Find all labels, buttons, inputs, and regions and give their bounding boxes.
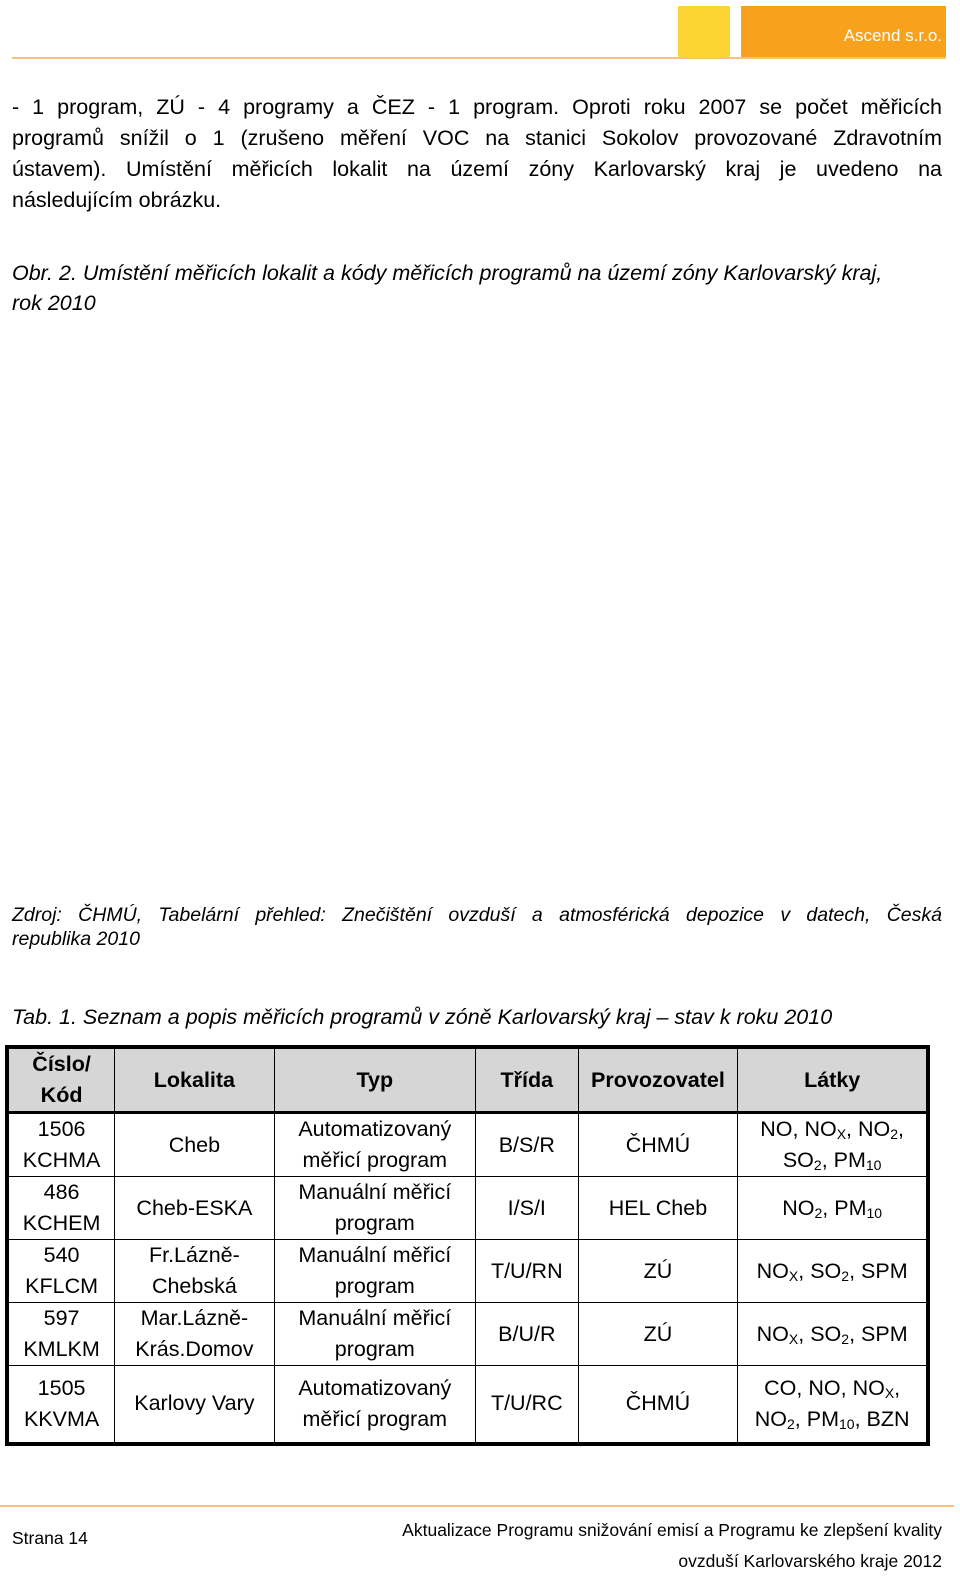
- footer-title-line: ovzduší Karlovarského kraje 2012: [678, 1551, 942, 1571]
- formula-subscript: X: [788, 1330, 799, 1347]
- header-code-line1: Číslo/: [32, 1052, 91, 1076]
- formula-subscript: 2: [813, 1157, 822, 1173]
- cell-type-line: Manuální měřicí: [298, 1180, 452, 1204]
- intro-line: programů snížil o 1 (zrušeno měření VOC na stanici Sokolov provozované Zdravotním: [12, 126, 942, 150]
- table-row: [7, 1303, 928, 1366]
- footer-divider: [0, 1505, 954, 1507]
- cell-type: [274, 1240, 475, 1303]
- header-yellow-block: [678, 6, 730, 58]
- cell-type-line: Manuální měřicí: [298, 1306, 452, 1330]
- formula-subscript: 2: [787, 1415, 795, 1432]
- header-company-badge: [741, 6, 946, 58]
- formula-subscript: 2: [814, 1204, 823, 1221]
- header-locality: Lokalita: [115, 1047, 274, 1113]
- cell-number: 486: [43, 1180, 80, 1204]
- cell-class: T/U/RN: [475, 1240, 578, 1303]
- header-code-line2: Kód: [40, 1083, 83, 1107]
- formula-subscript: X: [836, 1126, 847, 1142]
- cell-locality-line: Krás.Domov: [135, 1337, 254, 1361]
- cell-substances: $NO_2$, $PM_{10}$: [738, 1177, 928, 1240]
- cell-type: [274, 1366, 475, 1444]
- cell-type: [274, 1303, 475, 1366]
- cell-code: [7, 1177, 115, 1240]
- cell-substances: CO, NO, $NO_X$, $NO_2$, $PM_{10}$, BZN: [738, 1366, 928, 1444]
- cell-type-line: Manuální měřicí: [298, 1243, 452, 1267]
- intro-line: - 1 program, ZÚ - 4 programy a ČEZ - 1 program. Oproti roku 2007 se počet měřicích: [12, 95, 942, 119]
- cell-code-text: KMLKM: [23, 1337, 100, 1361]
- cell-code-text: KKVMA: [23, 1406, 100, 1431]
- cell-locality: [115, 1177, 274, 1240]
- cell-locality-line: Chebská: [151, 1274, 237, 1298]
- formula-subscript: 10: [865, 1157, 882, 1173]
- footer-document-title: [342, 1515, 942, 1577]
- figure-source-line: Zdroj: ČHMÚ, Tabelární přehled: Znečištění ovzduší a atmosférická depozice v datech, Česká: [12, 904, 942, 926]
- cell-type-line: program: [334, 1211, 415, 1235]
- table-row: [7, 1177, 928, 1240]
- header-substances: Látky: [738, 1047, 928, 1113]
- figure-source-line: republika 2010: [12, 928, 140, 950]
- cell-locality-line: Fr.Lázně-: [148, 1243, 240, 1267]
- cell-class: B/S/R: [475, 1113, 578, 1177]
- header-operator: Provozovatel: [578, 1047, 738, 1113]
- table-header-row: [7, 1047, 928, 1113]
- cell-locality: [115, 1303, 274, 1366]
- formula-subscript: 10: [839, 1415, 855, 1432]
- formula-subscript: X: [884, 1384, 895, 1401]
- cell-type-line: program: [334, 1337, 415, 1361]
- cell-number: 540: [43, 1243, 80, 1267]
- cell-operator: HEL Cheb: [578, 1177, 738, 1240]
- formula-subscript: 2: [841, 1330, 850, 1347]
- figure-caption: [12, 258, 942, 318]
- cell-code: [7, 1113, 115, 1177]
- cell-locality-line: Mar.Lázně-: [140, 1306, 249, 1330]
- intro-paragraph: [12, 92, 942, 216]
- cell-locality-line: Cheb-ESKA: [136, 1195, 253, 1220]
- table-caption: Tab. 1. Seznam a popis měřicích programů v zóně Karlovarský kraj – stav k roku 2010: [12, 1005, 833, 1029]
- table-row: [7, 1366, 928, 1444]
- cell-number: 1506: [37, 1117, 86, 1141]
- cell-code-text: KCHEM: [22, 1211, 101, 1235]
- table-row: [7, 1113, 928, 1177]
- programs-table: [5, 1045, 930, 1446]
- header-code: [7, 1047, 115, 1113]
- cell-code: [7, 1240, 115, 1303]
- cell-locality: [115, 1113, 274, 1177]
- cell-code-text: KCHMA: [22, 1148, 101, 1172]
- cell-type: [274, 1113, 475, 1177]
- formula-subscript: 10: [866, 1204, 883, 1221]
- cell-class: I/S/I: [475, 1177, 578, 1240]
- formula-subscript: X: [788, 1267, 799, 1284]
- cell-locality-line: Cheb: [168, 1132, 221, 1157]
- cell-substances: $NO_X$, $SO_2$, SPM: [738, 1303, 928, 1366]
- cell-code-text: KFLCM: [25, 1274, 99, 1298]
- formula-subscript: 2: [841, 1267, 850, 1284]
- footer-page-number: Strana 14: [12, 1528, 88, 1548]
- header-company-name: Ascend s.r.o.: [843, 26, 942, 45]
- cell-code: [7, 1366, 115, 1444]
- intro-line: následujícím obrázku.: [12, 188, 222, 212]
- cell-operator: ČHMÚ: [578, 1113, 738, 1177]
- header-class: Třída: [475, 1047, 578, 1113]
- cell-type-line: měřicí program: [302, 1406, 448, 1431]
- cell-locality: [115, 1366, 274, 1444]
- cell-type-line: měřicí program: [302, 1148, 448, 1172]
- cell-operator: ČHMÚ: [578, 1366, 738, 1444]
- cell-locality: [115, 1240, 274, 1303]
- cell-class: B/U/R: [475, 1303, 578, 1366]
- figure-map-area: [12, 330, 942, 890]
- intro-line: ústavem). Umístění měřicích lokalit na území zóny Karlovarský kraj je uvedeno na: [12, 157, 942, 181]
- cell-locality-line: Karlovy Vary: [134, 1391, 255, 1416]
- table-row: [7, 1240, 928, 1303]
- cell-type: [274, 1177, 475, 1240]
- cell-operator: ZÚ: [578, 1303, 738, 1366]
- formula-subscript: 2: [890, 1126, 899, 1142]
- cell-class: T/U/RC: [475, 1366, 578, 1444]
- cell-substances: NO, $NO_X$, $NO_2$, $SO_2$, $PM_{10}$: [738, 1113, 928, 1177]
- cell-number: 1505: [37, 1375, 86, 1400]
- cell-number: 597: [43, 1306, 80, 1330]
- header-divider: [12, 57, 946, 59]
- figure-caption-line: rok 2010: [12, 291, 96, 315]
- cell-type-line: program: [334, 1274, 415, 1298]
- figure-source: [12, 903, 942, 951]
- cell-substances: $NO_X$, $SO_2$, SPM: [738, 1240, 928, 1303]
- cell-operator: ZÚ: [578, 1240, 738, 1303]
- footer-title-line: Aktualizace Programu snižování emisí a Programu ke zlepšení kvality: [402, 1520, 942, 1540]
- header-type: Typ: [274, 1047, 475, 1113]
- cell-type-line: Automatizovaný: [298, 1117, 452, 1141]
- cell-code: [7, 1303, 115, 1366]
- cell-type-line: Automatizovaný: [298, 1375, 452, 1400]
- figure-caption-line: Obr. 2. Umístění měřicích lokalit a kódy měřicích programů na území zóny Karlovarský kraj,: [12, 261, 883, 285]
